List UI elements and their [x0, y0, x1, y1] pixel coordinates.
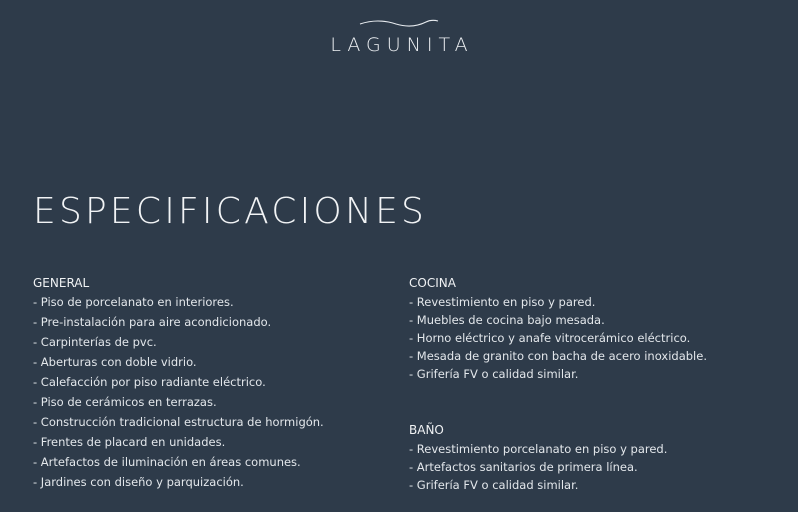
- list-item: - Revestimiento porcelanato en piso y pared.: [409, 442, 668, 456]
- wave-icon: [358, 18, 440, 28]
- section-heading-bano: BAÑO: [409, 423, 444, 437]
- bano-list: [409, 442, 707, 492]
- list-item: - Carpinterías de pvc.: [33, 335, 157, 349]
- list-item: - Artefactos de iluminación en áreas comunes.: [33, 455, 301, 469]
- list-item: - Muebles de cocina bajo mesada.: [409, 313, 605, 327]
- right-column: [409, 276, 707, 496]
- section-heading-general: GENERAL: [33, 276, 90, 290]
- list-item: - Revestimiento en piso y pared.: [409, 295, 596, 309]
- list-item: - Piso de porcelanato en interiores.: [33, 295, 234, 309]
- logo-text: LAGUNITA: [330, 34, 474, 56]
- list-item: - Horno eléctrico y anafe vitrocerámico eléctrico.: [409, 331, 691, 345]
- list-item: - Grifería FV o calidad similar.: [409, 478, 579, 492]
- list-item: - Construcción tradicional estructura de hormigón.: [33, 415, 324, 429]
- list-item: - Pre-instalación para aire acondicionado.: [33, 315, 272, 329]
- section-general: [33, 276, 324, 489]
- list-item: - Aberturas con doble vidrio.: [33, 355, 197, 369]
- section-heading-cocina: COCINA: [409, 276, 456, 290]
- cocina-list: [409, 295, 707, 381]
- list-item: - Artefactos sanitarios de primera línea.: [409, 460, 638, 474]
- page-title: ESPECIFICACIONES: [33, 191, 428, 232]
- list-item: - Mesada de granito con bacha de acero inoxidable.: [409, 349, 707, 363]
- section-bano: [409, 423, 707, 492]
- list-item: - Grifería FV o calidad similar.: [409, 367, 579, 381]
- section-cocina: [409, 276, 707, 381]
- list-item: - Calefacción por piso radiante eléctrico.: [33, 375, 266, 389]
- list-item: - Frentes de placard en unidades.: [33, 435, 226, 449]
- left-column: [33, 276, 324, 495]
- list-item: - Piso de cerámicos en terrazas.: [33, 395, 217, 409]
- list-item: - Jardines con diseño y parquización.: [33, 475, 244, 489]
- general-list: [33, 295, 324, 489]
- logo: [0, 18, 798, 56]
